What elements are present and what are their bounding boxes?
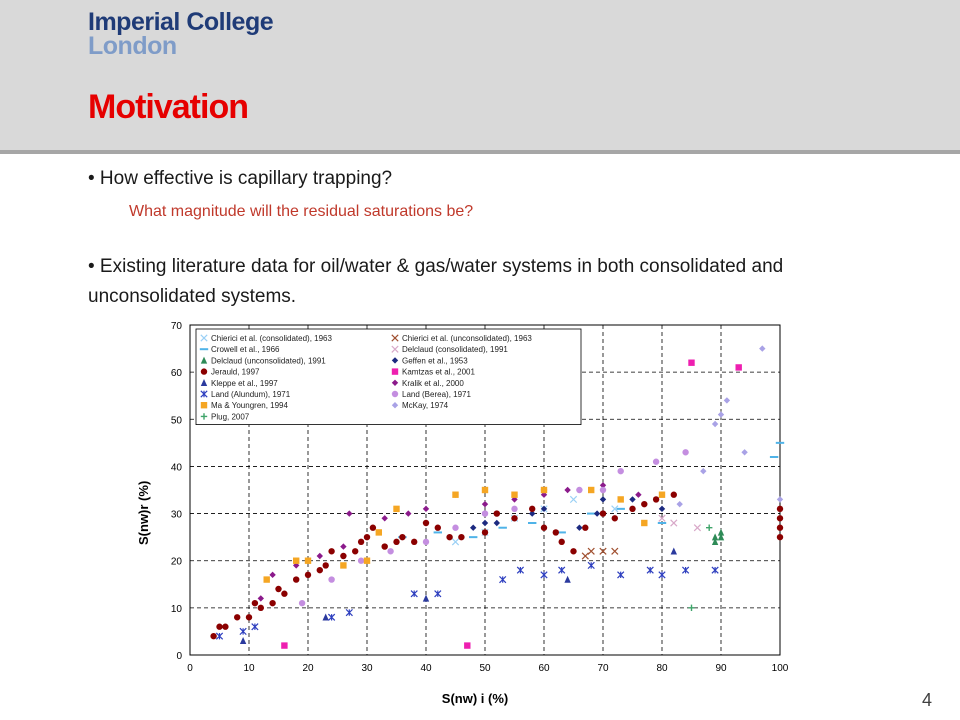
x-tick-label: 0 [187,663,193,674]
x-tick-label: 30 [361,663,373,674]
logo-line-1: Imperial College [88,8,274,36]
data-point [364,558,370,564]
data-point [659,492,665,498]
data-point [682,449,688,455]
x-tick-label: 60 [538,663,550,674]
data-point [588,487,594,493]
legend-entry: Land (Berea), 1971 [402,390,471,399]
data-point [641,501,647,507]
legend-marker [392,391,398,397]
data-point [252,600,258,606]
data-point [264,576,270,582]
legend-entry: Kralik et al., 2000 [402,378,464,388]
data-point [777,534,783,540]
data-point [653,496,659,502]
x-tick-label: 100 [771,663,789,674]
x-tick-label: 10 [243,663,255,674]
legend-entry: Jerauld, 1997 [211,367,260,377]
data-point [340,562,346,568]
y-tick-label: 20 [170,556,182,568]
page-number: 4 [922,690,933,710]
data-point [210,633,216,639]
data-point [435,525,441,531]
data-point [553,529,559,535]
data-point [317,567,323,573]
data-point [293,558,299,564]
data-point [570,548,576,554]
data-point [423,520,429,526]
data-point [653,459,659,465]
data-point [458,534,464,540]
imperial-college-logo [88,10,273,58]
data-point [275,586,281,592]
data-point [411,539,417,545]
x-axis-label: S(nw) i (%) [441,691,509,706]
data-point [600,487,606,493]
data-point [482,529,488,535]
data-point [299,600,305,606]
data-point [423,539,429,545]
data-point [576,487,582,493]
data-point [777,515,783,521]
data-point [541,487,547,493]
data-point [399,534,405,540]
y-tick-label: 40 [170,462,182,474]
data-point [281,642,287,648]
bullet-literature-data: • Existing literature data for oil/water & gas/water systems in both consolidated and unconsolidated systems. [88,256,784,307]
data-point [281,591,287,597]
data-point [541,525,547,531]
legend-entry: Delclaud (consolidated), 1991 [402,345,508,355]
data-point [464,642,470,648]
legend-entry: Kamtzas et al., 2001 [402,367,475,377]
x-tick-label: 80 [656,663,668,674]
data-point [777,525,783,531]
legend-entry: McKay, 1974 [402,401,449,411]
data-point [559,539,565,545]
data-point [511,515,517,521]
y-tick-label: 30 [170,509,182,521]
legend-marker [201,402,207,408]
y-tick-label: 10 [170,603,182,615]
legend-marker [201,368,207,374]
data-point [612,515,618,521]
data-point [618,468,624,474]
legend-entry: Chierici et al. (consolidated), 1963 [211,334,332,343]
slide-title: Motivation [88,88,248,126]
legend-box [196,329,581,425]
data-point [358,539,364,545]
y-tick-label: 50 [170,415,182,427]
data-point [352,548,358,554]
legend-entry: Geffen et al., 1953 [402,356,468,366]
x-tick-label: 20 [302,663,314,674]
data-point [446,534,452,540]
legend-entry: Delclaud (unconsolidated), 1991 [211,356,326,366]
y-tick-label: 70 [170,321,182,332]
legend-entry: Chierici et al. (unconsolidated), 1963 [402,334,532,343]
data-point [452,525,458,531]
data-point [393,539,399,545]
data-point [358,558,364,564]
legend-entry: Ma & Youngren, 1994 [211,401,288,411]
x-tick-label: 70 [597,663,609,674]
data-point [393,506,399,512]
logo-line-2: London [88,32,177,60]
data-point [618,496,624,502]
y-tick-label: 60 [170,368,182,380]
chart-legend [196,329,581,425]
data-point [777,506,783,512]
data-point [376,529,382,535]
legend-entry: Plug, 2007 [211,412,250,422]
data-point [382,543,388,549]
data-point [629,506,635,512]
data-point [671,492,677,498]
data-point [600,510,606,516]
data-point [511,506,517,512]
data-point [216,624,222,630]
legend-marker [392,368,398,374]
x-tick-label: 40 [420,663,432,674]
data-point [452,492,458,498]
data-point [529,506,535,512]
data-point [328,576,334,582]
bullet-capillary-trapping: • How effective is capillary trapping? [88,168,393,189]
data-point [234,614,240,620]
legend-entry: Land (Alundum), 1971 [211,390,291,399]
x-tick-label: 50 [479,663,491,674]
data-point [511,492,517,498]
data-point [482,487,488,493]
data-point [641,520,647,526]
residual-saturation-scatter-chart [130,315,800,715]
y-tick-label: 0 [176,651,182,662]
legend-entry: Crowell et al., 1966 [211,345,280,355]
data-point [293,576,299,582]
data-point [258,605,264,611]
data-point [688,360,694,366]
data-point [736,364,742,370]
x-tick-label: 90 [715,663,727,674]
y-axis-label: S(nw)r (%) [136,480,151,545]
data-point [370,525,376,531]
data-point [222,624,228,630]
data-point [387,548,393,554]
data-point [328,548,334,554]
header-divider [0,150,960,154]
data-point [305,572,311,578]
data-point [340,553,346,559]
data-point [323,562,329,568]
data-point [269,600,275,606]
data-point [582,525,588,531]
subtext-residual-saturations: What magnitude will the residual saturations be? [129,203,474,220]
data-point [364,534,370,540]
data-point [246,614,252,620]
data-point [305,558,311,564]
data-point [494,510,500,516]
legend-entry: Kleppe et al., 1997 [211,378,278,388]
data-point [482,510,488,516]
